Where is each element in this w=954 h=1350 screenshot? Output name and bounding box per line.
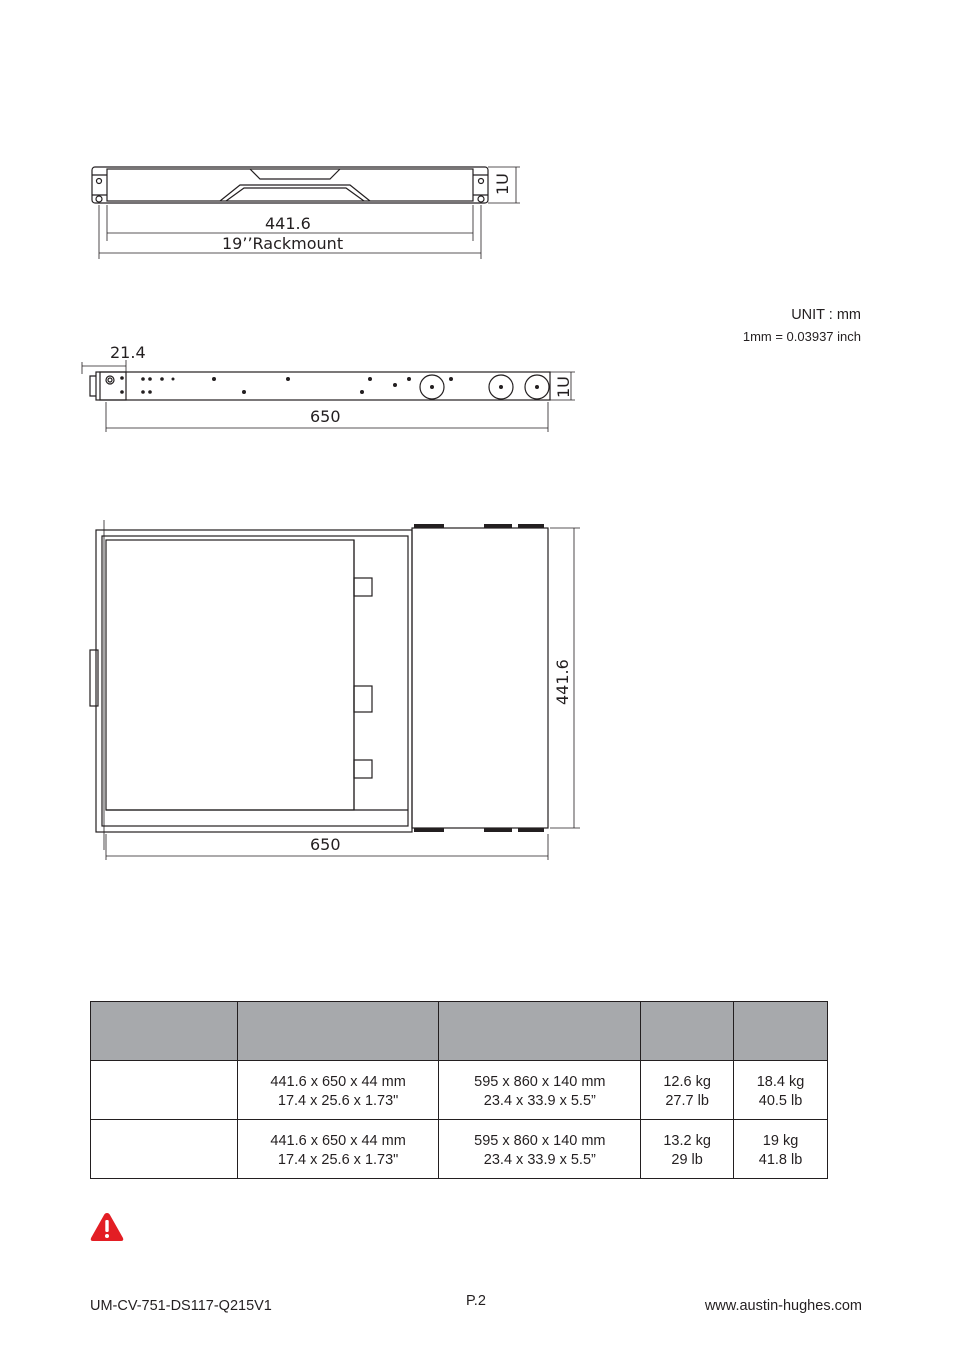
side-view-drawing bbox=[70, 340, 590, 435]
warning-icon bbox=[89, 1211, 125, 1243]
header-package bbox=[439, 1002, 641, 1061]
cell-net-weight: 12.6 kg 27.7 lb bbox=[641, 1061, 734, 1120]
table-row bbox=[91, 1120, 828, 1179]
side-height-label: 1U bbox=[554, 376, 573, 398]
table-row bbox=[91, 1061, 828, 1120]
footer-website: www.austin-hughes.com bbox=[704, 1298, 862, 1314]
header-model bbox=[91, 1002, 238, 1061]
header-gross-weight bbox=[734, 1002, 828, 1061]
cell-package: 595 x 860 x 140 mm 23.4 x 33.9 x 5.5” bbox=[439, 1061, 641, 1120]
front-rack-label: 19’’Rackmount bbox=[222, 234, 344, 253]
table-header-row bbox=[91, 1002, 828, 1061]
side-depth-label: 650 bbox=[310, 407, 341, 426]
cell-package: 595 x 860 x 140 mm 23.4 x 33.9 x 5.5” bbox=[439, 1120, 641, 1179]
footer-page-number: P.2 bbox=[466, 1293, 486, 1309]
top-depth-label: 650 bbox=[310, 835, 341, 854]
header-net-weight bbox=[641, 1002, 734, 1061]
header-dimension bbox=[237, 1002, 439, 1061]
side-ear-label: 21.4 bbox=[110, 343, 146, 362]
cell-dimension: 441.6 x 650 x 44 mm 17.4 x 25.6 x 1.73" bbox=[237, 1120, 439, 1179]
footer-doc-code: UM-CV-751-DS117-Q215V1 bbox=[90, 1298, 272, 1314]
cell-model bbox=[91, 1120, 238, 1179]
front-width-label: 441.6 bbox=[265, 214, 311, 233]
front-view-drawing bbox=[80, 155, 530, 265]
top-view-drawing bbox=[88, 510, 588, 865]
cell-gross-weight: 18.4 kg 40.5 lb bbox=[734, 1061, 828, 1120]
cell-net-weight: 13.2 kg 29 lb bbox=[641, 1120, 734, 1179]
spec-table bbox=[90, 1001, 828, 1179]
cell-gross-weight: 19 kg 41.8 lb bbox=[734, 1120, 828, 1179]
cell-model bbox=[91, 1061, 238, 1120]
unit-label: UNIT : mm bbox=[791, 307, 861, 323]
front-height-label: 1U bbox=[493, 173, 512, 195]
cell-dimension: 441.6 x 650 x 44 mm 17.4 x 25.6 x 1.73" bbox=[237, 1061, 439, 1120]
unit-conversion: 1mm = 0.03937 inch bbox=[742, 329, 861, 344]
top-width-label: 441.6 bbox=[553, 659, 572, 705]
